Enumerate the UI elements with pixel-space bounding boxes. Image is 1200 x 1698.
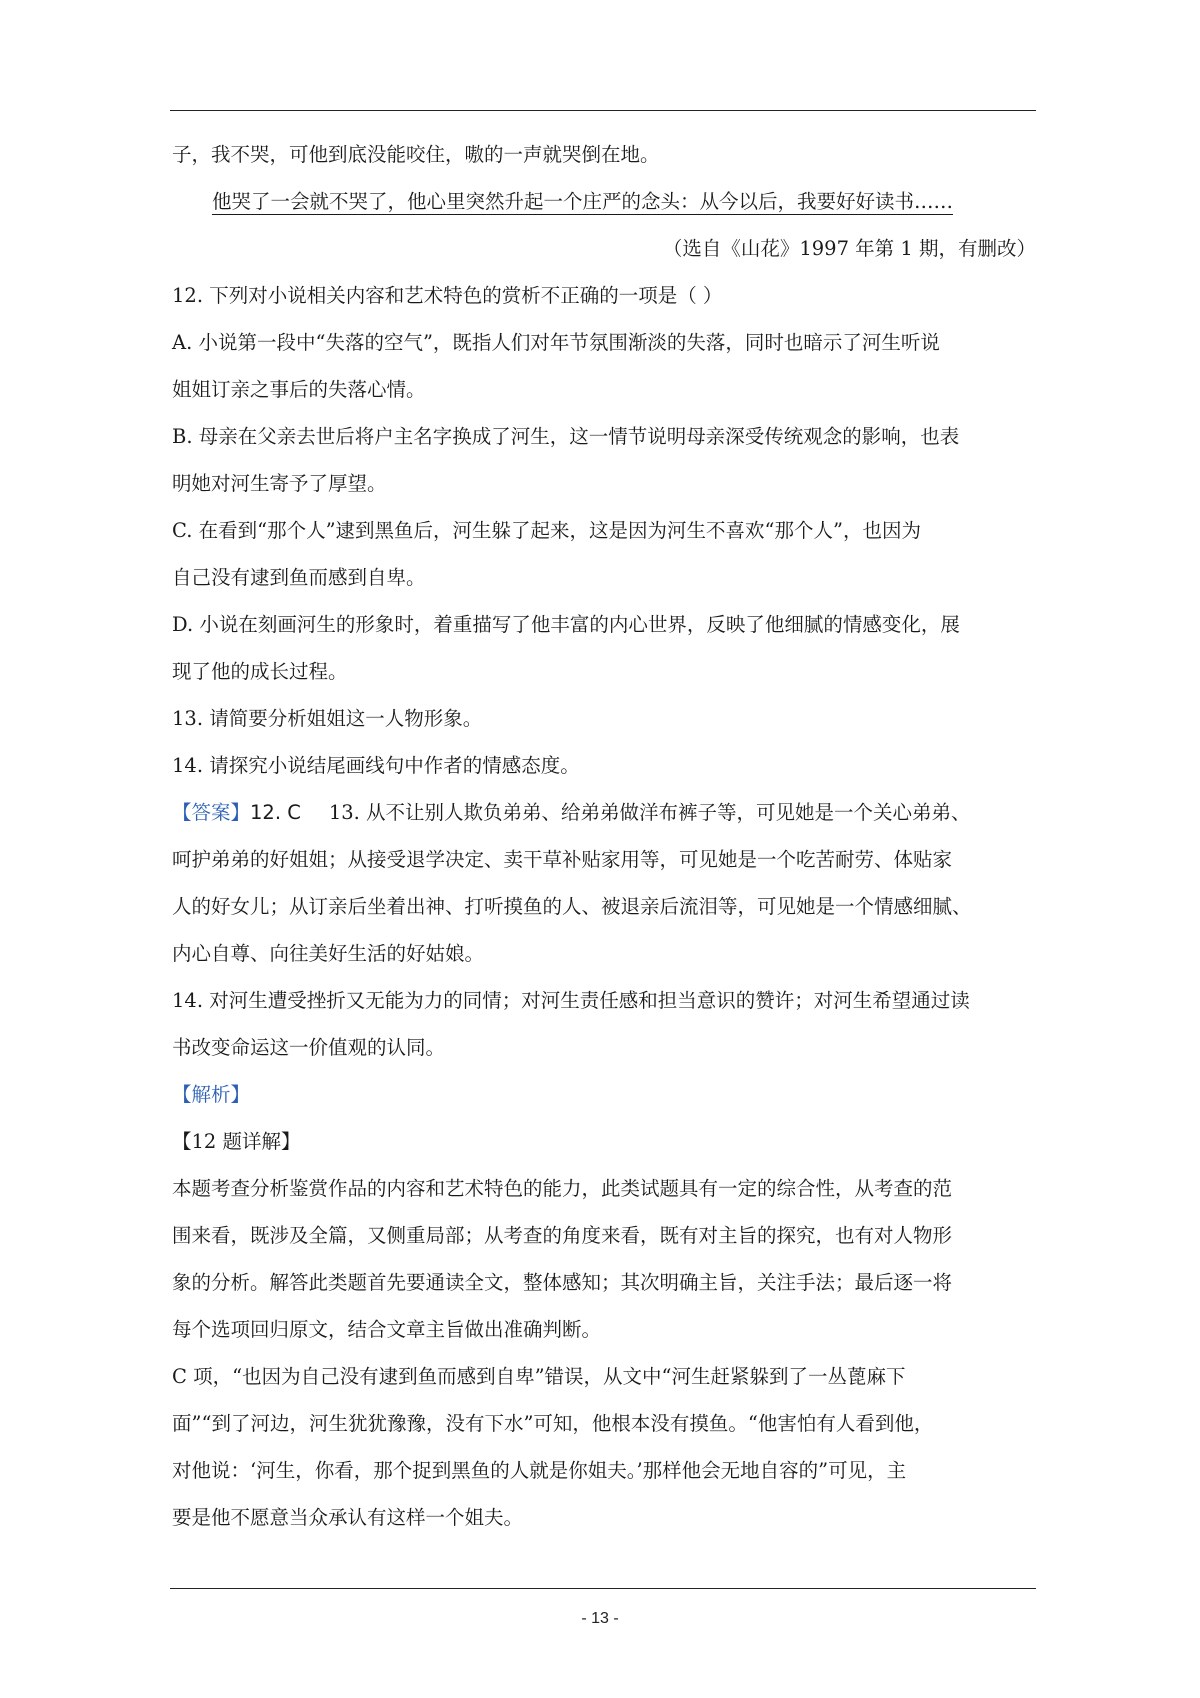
option-d-line2: 现了他的成长过程。 — [172, 660, 348, 683]
question-12: 12. 下列对小说相关内容和艺术特色的赏析不正确的一项是（ ） — [172, 284, 723, 307]
answer-label: 【答案】 — [172, 801, 251, 824]
document-body — [172, 131, 1036, 1541]
answer-13-start: 13. 从不让别人欺负弟弟、给弟弟做洋布裤子等，可见她是一个关心弟弟、 — [328, 801, 971, 824]
analysis-c-line: C 项，“也因为自己没有逮到鱼而感到自卑”错误，从文中“河生赶紧躲到了一丛蓖麻下 — [172, 1365, 906, 1388]
option-c-line2: 自己没有逮到鱼而感到自卑。 — [172, 566, 426, 589]
page-number: - 13 - — [581, 1610, 619, 1627]
analysis-c-line: 要是他不愿意当众承认有这样一个姐夫。 — [172, 1506, 524, 1529]
analysis-paragraph-line: 围来看，既涉及全篇，又侧重局部；从考查的角度来看，既有对主旨的探究，也有对人物形 — [172, 1224, 953, 1247]
answer-line — [172, 789, 1036, 836]
option-c-line1: C. 在看到“那个人”逮到黑鱼后，河生躲了起来，这是因为河生不喜欢“那个人”，也因为 — [172, 519, 921, 542]
question-14: 14. 请探究小说结尾画线句中作者的情感态度。 — [172, 754, 580, 777]
analysis-paragraph-line: 本题考查分析鉴赏作品的内容和艺术特色的能力，此类试题具有一定的综合性，从考查的范 — [172, 1177, 953, 1200]
option-d-line1: D. 小说在刻画河生的形象时，着重描写了他丰富的内心世界，反映了他细腻的情感变化，展 — [172, 613, 960, 636]
answer-14-line: 14. 对河生遭受挫折又无能为力的同情；对河生责任感和担当意识的赞许；对河生希望通过读 — [172, 989, 970, 1012]
answer-14-line: 书改变命运这一价值观的认同。 — [172, 1036, 446, 1059]
question-13: 13. 请简要分析姐姐这一人物形象。 — [172, 707, 483, 730]
answer-13-line: 人的好女儿；从订亲后坐着出神、打听摸鱼的人、被退亲后流泪等，可见她是一个情感细腻、 — [172, 895, 972, 918]
analysis-c-line: 面”“到了河边，河生犹犹豫豫，没有下水”可知，他根本没有摸鱼。“他害怕有人看到他， — [172, 1412, 934, 1435]
source-citation: （选自《山花》1997 年第 1 期，有删改） — [662, 237, 1036, 260]
story-line: 子，我不哭，可他到底没能咬住，嗷的一声就哭倒在地。 — [172, 143, 660, 166]
analysis-subheading: 【12 题详解】 — [172, 1130, 301, 1153]
option-b-line1: B. 母亲在父亲去世后将户主名字换成了河生，这一情节说明母亲深受传统观念的影响，也表 — [172, 425, 960, 448]
answer-13-line: 内心自尊、向往美好生活的好姑娘。 — [172, 942, 485, 965]
option-b-line2: 明她对河生寄予了厚望。 — [172, 472, 387, 495]
footer-rule — [170, 1588, 1036, 1589]
answer-13-line: 呵护弟弟的好姐姐；从接受退学决定、卖干草补贴家用等，可见她是一个吃苦耐劳、体贴家 — [172, 848, 953, 871]
option-a-line2: 姐姐订亲之事后的失落心情。 — [172, 378, 426, 401]
analysis-paragraph-line: 象的分析。解答此类题首先要通读全文，整体感知；其次明确主旨，关注手法；最后逐一将 — [172, 1271, 953, 1294]
analysis-label: 【解析】 — [172, 1083, 251, 1106]
header-rule — [170, 110, 1036, 111]
analysis-paragraph-line: 每个选项回归原文，结合文章主旨做出准确判断。 — [172, 1318, 602, 1341]
story-line-underlined — [172, 178, 1036, 225]
underlined-sentence: 他哭了一会就不哭了，他心里突然升起一个庄严的念头：从今以后，我要好好读书…… — [212, 190, 954, 213]
analysis-c-line: 对他说：‘河生，你看，那个捉到黑鱼的人就是你姐夫。’那样他会无地自容的”可见，主 — [172, 1459, 907, 1482]
answer-12: 12. C — [250, 801, 301, 824]
option-a-line1: A. 小说第一段中“失落的空气”，既指人们对年节氛围渐淡的失落，同时也暗示了河生听说 — [172, 331, 940, 354]
